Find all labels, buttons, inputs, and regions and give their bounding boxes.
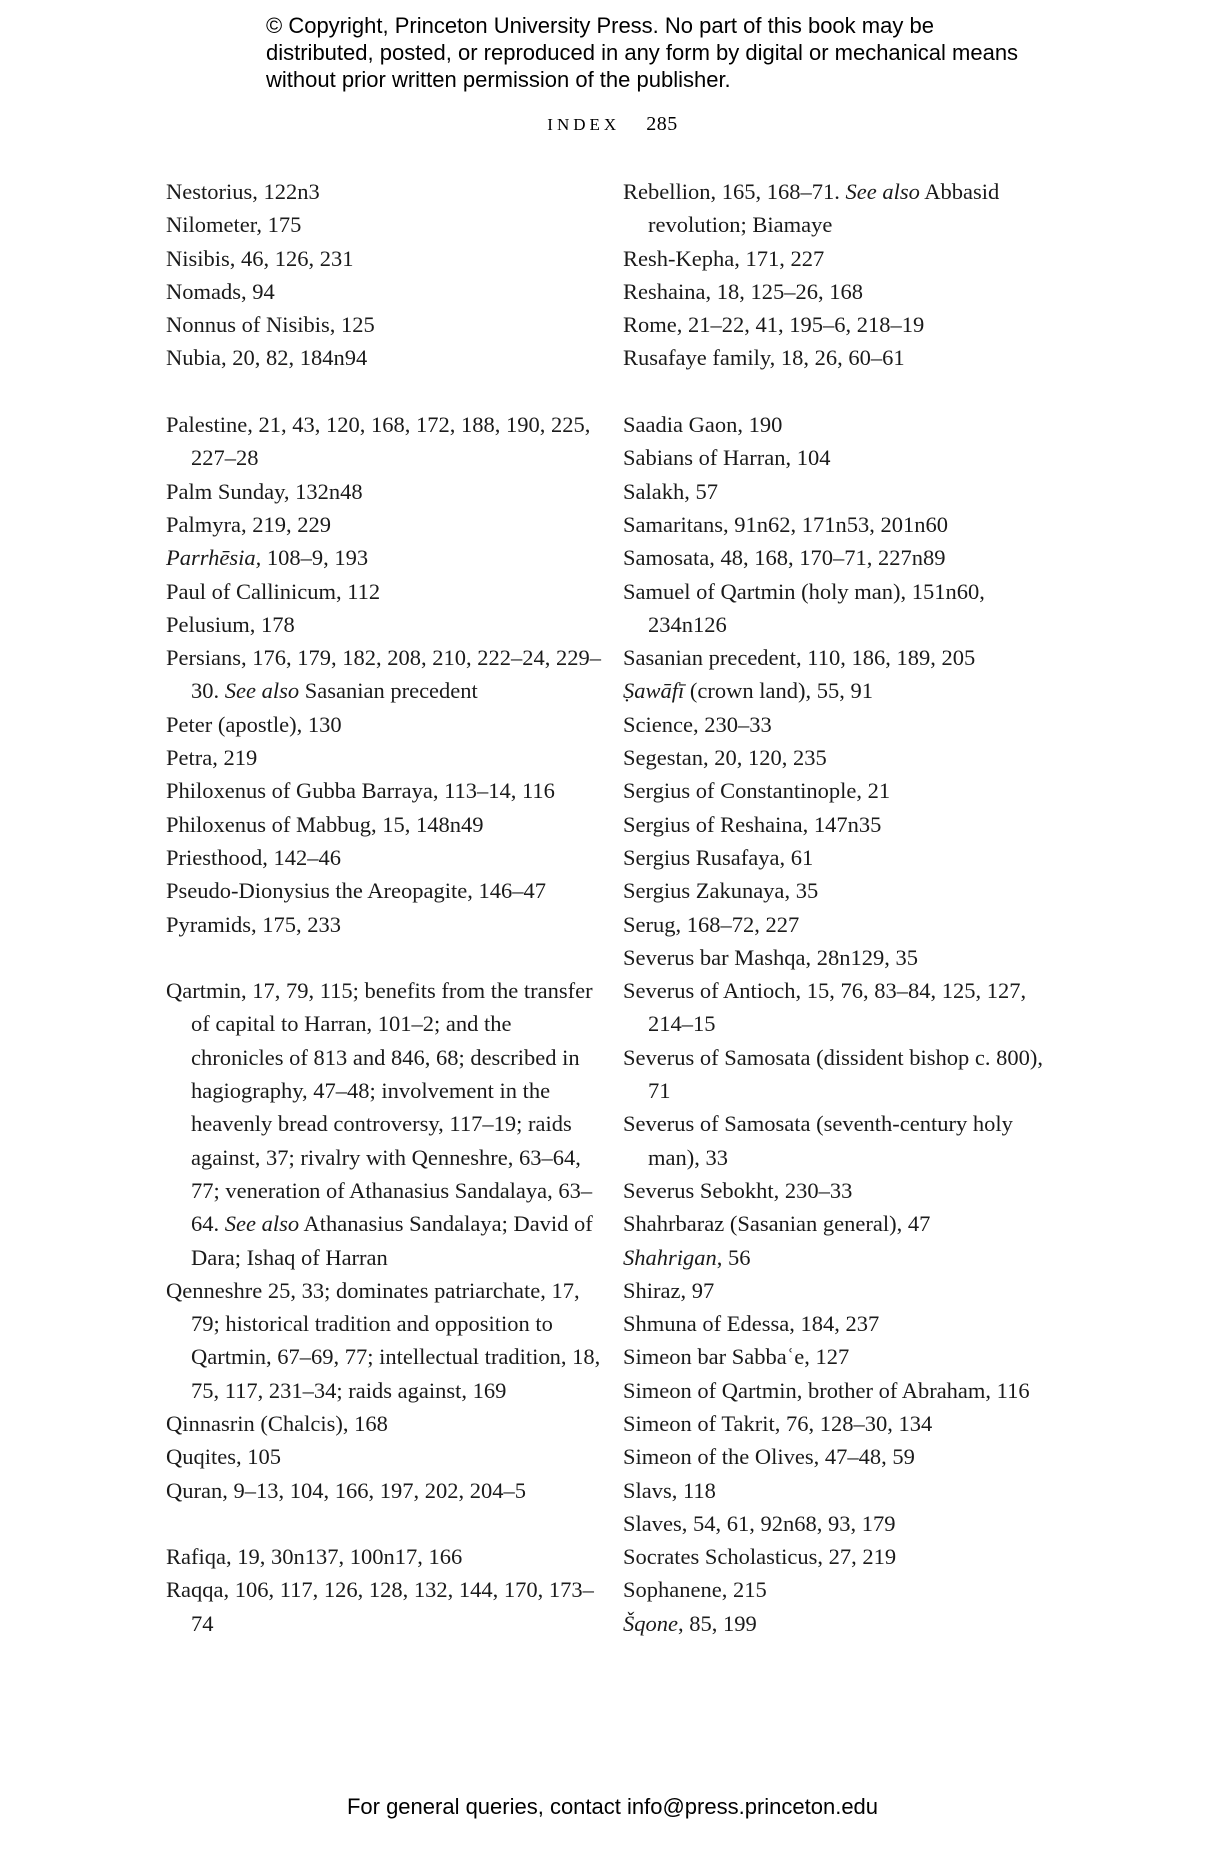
index-entry [166,974,606,1274]
index-entry [166,641,606,708]
index-entry [166,708,606,741]
index-entry-locators: , 9–13, 104, 166, 197, 202, 204–5 [222,1477,526,1503]
index-entry-locators: , 142–46 [262,844,342,870]
index-entry-term: Quqites [166,1444,236,1470]
index-entry-term: Sabians of Harran [623,445,786,471]
index-entry-locators: , 219 [212,745,258,771]
index-entry-term: Raqqa [166,1577,224,1603]
index-entry [623,941,1043,974]
page-number: 285 [646,113,678,135]
index-entry [623,1374,1043,1407]
index-entry [623,541,1043,574]
index-entry [623,708,1043,741]
index-entry-term: Simeon of Qartmin, brother of Abraham [623,1377,986,1403]
index-entry-term: Parrhēsia, [166,545,262,571]
index-entry-locators: , 178 [249,611,295,637]
index-entry-term: Qenneshre [166,1277,263,1303]
index-entry-term: Peter (apostle) [166,711,297,737]
index-entry [166,1440,606,1473]
index-entry-term: Serug [623,911,676,937]
index-entry-term: Philoxenus of Mabbug [166,811,371,837]
index-entry-term: Palmyra [166,511,241,537]
index-entry-term: Nestorius [166,179,253,204]
index-entry-term: Qartmin [166,978,241,1004]
index-entry-locators: , 113–14, 116 [432,778,555,804]
index-entry-term: Reshaina [623,278,706,304]
index-entry-term: Pelusium [166,611,250,637]
index-entry-locators: , 151n60, 234n126 [648,578,985,637]
index-entry [623,242,1043,275]
index-entry [166,908,606,941]
index-entry-term: Sergius Rusafaya [623,844,780,870]
index-entry-locators: , 85, 199 [678,1610,757,1636]
index-entry [623,1474,1043,1507]
index-entry [166,1573,606,1640]
index-entry-see-also: See also [224,678,300,704]
index-entry [623,308,1043,341]
index-entry-locators: , 165, 168–71. [710,179,846,204]
footer-contact: For general queries, contact info@press.princeton.edu [346,1794,879,1819]
index-entry [623,275,1043,308]
index-entry-locators: , 27, 219 [817,1544,897,1570]
index-entry [166,874,606,907]
index-entry [623,1207,1043,1240]
index-entry [623,508,1043,541]
index-entry-locators: , 175 [256,212,302,238]
index-entry-locators: , 110, 186, 189, 205 [796,645,976,671]
index-entry-locators: , 97 [680,1277,715,1303]
index-entry [623,1607,1043,1640]
index-entry-term: Slavs [623,1477,672,1503]
index-entry [623,1507,1043,1540]
index-entry-term: Nubia [166,345,221,371]
index-entry [166,741,606,774]
index-entry-term: Shahrigan [623,1244,717,1270]
index-entry [623,1573,1043,1606]
index-entry-locators: , 20, 82, 184n94 [221,345,368,371]
index-entry-locators: , 61 [779,844,814,870]
index-entry [623,841,1043,874]
index-entry-locators: , 18, 26, 60–61 [769,345,905,371]
index-entry-term: Rebellion [623,179,711,204]
index-entry [166,308,606,341]
index-entry-locators: , 184, 237 [789,1311,880,1337]
index-entry-term: Sergius of Reshaina [623,811,803,837]
index-entry-locators: , 105 [236,1444,281,1470]
index-entry-locators: , 28n129, 35 [805,944,918,970]
index-entry [623,1241,1043,1274]
index-entry [623,341,1043,374]
index-entry-locators: (crown land), 55, 91 [684,678,873,704]
index-entry-term: Rome [623,312,677,338]
index-entry [623,1340,1043,1373]
index-entry-term: Paul of Callinicum [166,578,336,604]
index-entry-term: Severus of Samosata (dissident bishop c. 800) [623,1044,1038,1070]
index-entry [166,275,606,308]
index-entry [166,475,606,508]
index-entry-cross-reference: Sasanian precedent [299,678,478,704]
index-entry-locators: , 18, 125–26, 168 [705,278,863,304]
index-entry-term: Samaritans [623,511,723,537]
index-entry-term: Petra [166,745,213,771]
index-entry-locators: , 47 [896,1211,931,1237]
index-entry-cross-reference: Abbasid revolution; Biamaye [648,179,1000,238]
index-entry-term: Simeon of the Olives [623,1444,814,1470]
index-entry-term: Priesthood [166,844,263,870]
index-entry-locators: , 19, 30n137, 100n17, 166 [225,1544,463,1570]
index-entry-see-also: See also [224,1211,300,1237]
index-entry-term: Segestan [623,745,703,771]
index-entry-term: Persians [166,645,241,671]
index-entry-locators: , 122n3 [252,179,320,204]
index-entry [166,541,606,574]
index-entry-term: Resh-Kepha [623,245,735,271]
index-entry-term: Severus bar Mashqa [623,944,806,970]
index-entry-term: Palm Sunday [166,478,284,504]
index-entry-term: Palestine [166,412,248,438]
index-entry-locators: , 168 [342,1410,388,1436]
index-entry [166,774,606,807]
index-entry [623,1440,1043,1473]
index-entry-term: Rusafaye family [623,345,770,371]
index-entry [623,974,1043,1041]
index-entry [623,1307,1043,1340]
index-entry-locators: , 112 [335,578,381,604]
index-entry-locators: , 146–47 [467,878,546,904]
index-entry-locators: , 168–72, 227 [675,911,800,937]
index-entry [166,1540,606,1573]
index-entry-term: Nonnus of Nisibis [166,312,330,338]
copyright-notice: © Copyright, Princeton University Press. No part of this book may be distributed, posted, or reproduced in any form by digital or mechanical means without prior written permission of the publisher. [266,13,1019,92]
index-entry-locators: , 76, 128–30, 134 [774,1410,933,1436]
index-entry [623,1041,1043,1108]
index-entry-term: Shmuna of Edessa [623,1311,790,1337]
index-entry [623,1540,1043,1573]
index-entry-term: Rafiqa [166,1544,226,1570]
index-entry-locators: , 56 [716,1244,751,1270]
index-entry-locators: , 106, 117, 126, 128, 132, 144, 170, 173–74 [191,1577,594,1636]
index-entry [166,175,606,208]
index-entry-locators: , 130 [296,711,342,737]
index-entry [623,1107,1043,1174]
index-entry [623,874,1043,907]
index-entry [166,242,606,275]
running-head-label: INDEX [547,115,621,134]
index-entry-locators: , 132n48 [283,478,363,504]
index-entry-locators: , 175, 233 [251,911,342,937]
index-entry-term: Simeon bar Sabbaʿe [623,1344,805,1370]
index-entry [166,1407,606,1440]
index-entry-locators: , 118 [671,1477,716,1503]
index-entry-see-also: See also [845,179,920,204]
index-entry [166,1474,606,1507]
index-entry-locators: 108–9, 193 [261,545,369,571]
index-entry-term: Ṣawāfī [623,678,685,704]
index-entry-term: Severus of Antioch [623,978,796,1004]
index-entry-cross-reference: Athanasius Sandalaya; David of Dara; Ishaq of Harran [191,1211,593,1270]
index-entry-term: Pseudo-Dionysius the Areopagite [166,878,468,904]
index-entry [166,208,606,241]
index-entry [623,808,1043,841]
index-entry-term: Severus of Samosata (seventh-century holy man) [623,1111,1013,1170]
index-entry-locators: , 230–33 [692,711,772,737]
index-entry [623,1407,1043,1440]
index-entry-term: Nomads [166,278,241,304]
index-entry-locators: , 219, 229 [240,511,331,537]
index-entry-locators: , 147n35 [802,811,882,837]
index-entry-locators: , 48, 168, 170–71, 227n89 [709,545,946,571]
index-entry-locators: , 127 [804,1344,850,1370]
index-entry-locators: , 176, 179, 182, 208, 210, 222–24, 229–30. [191,645,601,704]
index-entry-locators: , 46, 126, 231 [229,245,354,271]
index-entry [623,674,1043,707]
index-entry [166,808,606,841]
index-entry-locators: , 230–33 [773,1177,853,1203]
index-entry [166,608,606,641]
index-entry-term: Simeon of Takrit [623,1410,775,1436]
index-entry-locators: 25, 33; dominates patriarchate, 17, 79; historical tradition and opposition to Qartmin, 67–69, 77; intellectual tradition, 18, 75, 117, 231–34; raids against, 169 [191,1277,601,1403]
index-entry-locators: , 21, 43, 120, 168, 172, 188, 190, 225, 227–28 [191,412,591,471]
index-entry-term: Šqone [623,1610,678,1636]
index-entry [623,175,1043,242]
index-entry-locators: , 190 [737,412,783,438]
index-entry-term: Sophanene [623,1577,722,1603]
index-entry-locators: , 91n62, 171n53, 201n60 [722,511,948,537]
index-entry-locators: , 33 [694,1144,728,1170]
index-entry-locators: , 17, 79, 115; benefits from the transfer of capital to Harran, 101–2; and the chronicles of 813 and 846, 68; described in hagiography, 47–48; involvement in the heavenly bread controversy, 117–19; raids against, 37; rivalry with Qenneshre, 63–64, 77; veneration of Athanasius Sandalaya, 63–64. [191,978,593,1237]
index-entry [623,908,1043,941]
index-entry-locators: , 54, 61, 92n68, 93, 179 [681,1510,896,1536]
index-entry-locators: , 104 [785,445,831,471]
index-entry-term: Shahrbaraz (Sasanian general) [623,1211,897,1237]
index-entry-locators: , 71 [648,1044,1043,1104]
index-entry [623,441,1043,474]
index-entry [166,1274,606,1407]
index-entry-locators: , 215 [721,1577,767,1603]
index-entry-term: Science [623,711,693,737]
index-entry-term: Nisibis [166,245,230,271]
index-entry-term: Philoxenus of Gubba Barraya [166,778,433,804]
index-entry [166,575,606,608]
running-head [0,113,1225,136]
index-entry [623,641,1043,674]
index-entry-term: Sergius of Constantinople [623,778,857,804]
index-entry-locators: , 171, 227 [734,245,825,271]
index-entry-term: Nilometer [166,212,257,238]
index-entry [623,575,1043,642]
index-entry-term: Sergius Zakunaya [623,878,785,904]
index-entry-locators: , 47–48, 59 [813,1444,915,1470]
index-entry [166,341,606,374]
index-entry [623,774,1043,807]
index-entry-term: Salakh [623,478,685,504]
index-entry-term: Shiraz [623,1277,681,1303]
index-entry-locators: , 125 [329,312,375,338]
index-column-left [166,175,606,1640]
index-entry-term: Samuel of Qartmin (holy man) [623,578,901,604]
index-entry [623,1274,1043,1307]
index-entry-locators: , 15, 76, 83–84, 125, 127, 214–15 [648,978,1027,1037]
index-entry-term: Socrates Scholasticus [623,1544,818,1570]
index-entry-locators: , 116 [985,1377,1030,1403]
index-entry-term: Severus Sebokht [623,1177,774,1203]
index-entry [166,508,606,541]
index-entry-locators: , 15, 148n49 [371,811,484,837]
index-entry-locators: , 57 [684,478,718,504]
index-entry-locators: , 21–22, 41, 195–6, 218–19 [676,312,925,338]
index-entry [166,841,606,874]
index-entry-term: Samosata [623,545,710,571]
index-entry-term: Qinnasrin (Chalcis) [166,1410,343,1436]
index-entry-locators: , 35 [784,878,819,904]
index-entry-term: Sasanian precedent [623,645,797,671]
index-entry [623,741,1043,774]
index-entry-term: Slaves [623,1510,682,1536]
index-entry-term: Quran [166,1477,223,1503]
index-entry-term: Pyramids [166,911,252,937]
index-column-right [623,175,1043,1640]
index-entry-locators: , 21 [856,778,891,804]
index-entry [166,408,606,475]
index-entry [623,408,1043,441]
index-entry [623,475,1043,508]
index-entry-locators: , 20, 120, 235 [702,745,827,771]
index-entry-locators: , 94 [241,278,275,304]
index-entry [623,1174,1043,1207]
index-entry-term: Saadia Gaon [623,412,738,438]
